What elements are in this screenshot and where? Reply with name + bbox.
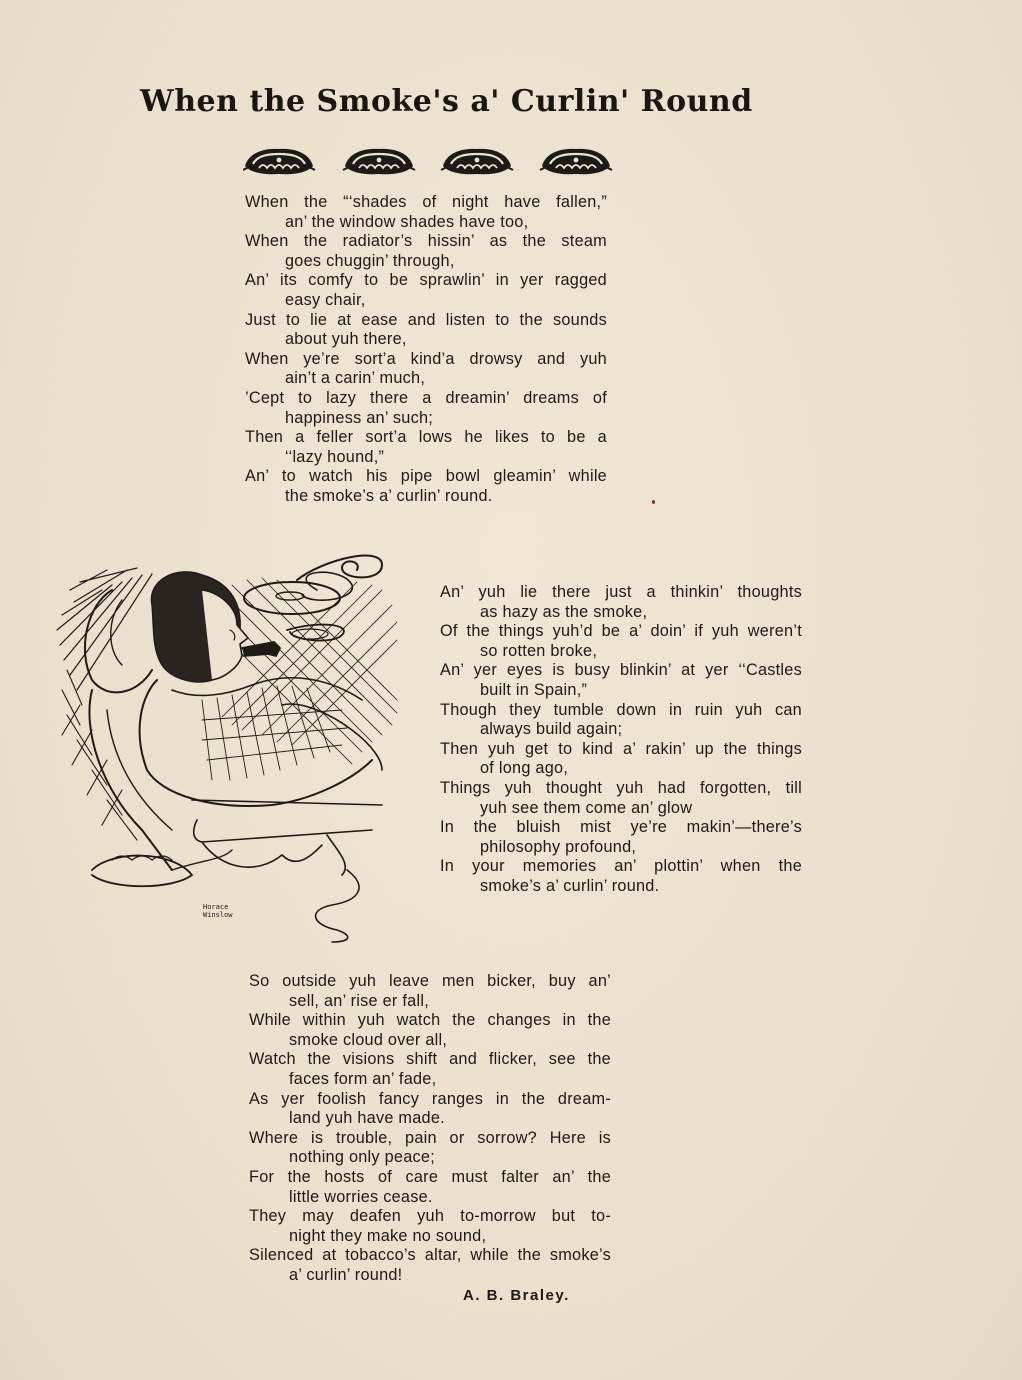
stanza-1	[245, 193, 607, 507]
verse-line: Watch the visions shift and flicker, see the	[249, 1050, 611, 1069]
verse-line: goes chuggin’ through,	[285, 251, 455, 270]
flower-ornament-icon	[243, 149, 315, 174]
verse-line: smoke cloud over all,	[289, 1030, 448, 1049]
verse-line: Silenced at tobacco’s altar, while the smoke’s	[249, 1246, 611, 1265]
verse-line: always build again;	[480, 720, 623, 739]
verse-line: Things yuh thought yuh had forgotten, till	[440, 778, 802, 797]
verse-line: An’ yuh lie there just a thinkin’ thoughts	[440, 583, 802, 601]
man-smoking-pipe-illustration	[52, 530, 412, 950]
verse-line: An’ yer eyes is busy blinkin’ at yer ‘‘Castles	[440, 661, 802, 680]
verse-line: happiness an’ such;	[285, 408, 434, 427]
verse-line: about yuh there,	[285, 330, 407, 349]
verse-line: Of the things yuh’d be a’ doin’ if yuh weren’t	[440, 622, 802, 641]
print-speck	[652, 500, 655, 504]
verse-line: An’ its comfy to be sprawlin’ in yer ragged	[245, 271, 607, 290]
verse-line: philosophy profound,	[480, 837, 637, 856]
illustrator-signature: Horace Winslow	[203, 903, 233, 919]
verse-line: as hazy as the smoke,	[480, 602, 648, 621]
verse-line: nothing only peace;	[289, 1148, 435, 1167]
verse-line: For the hosts of care must falter an’ the	[249, 1167, 611, 1186]
flower-ornament-icon	[343, 149, 415, 174]
flower-ornament-icon	[540, 149, 612, 174]
verse-line: an’ the window shades have too,	[285, 212, 529, 231]
ornament-row	[243, 140, 613, 180]
verse-line: So outside yuh leave men bicker, buy an’	[249, 972, 611, 990]
verse-line: When the “‘shades of night have fallen,”	[245, 193, 607, 211]
verse-line: Then yuh get to kind a’ rakin’ up the things	[440, 739, 802, 758]
verse-line: smoke’s a’ curlin’ round.	[480, 876, 660, 895]
verse-line: the smoke’s a’ curlin’ round.	[285, 486, 493, 505]
verse-line: They may deafen yuh to-morrow but to-	[249, 1207, 611, 1226]
verse-line: ‘‘lazy hound,”	[285, 447, 385, 466]
verse-line: An’ to watch his pipe bowl gleamin’ while	[245, 467, 607, 486]
verse-line: little worries cease.	[289, 1187, 433, 1206]
verse-line: built in Spain,”	[480, 680, 588, 699]
verse-line: easy chair,	[285, 290, 366, 309]
verse-line: of long ago,	[480, 759, 569, 778]
poem-title: When the Smoke's a' Curlin' Round	[140, 84, 753, 119]
verse-line: ain’t a carin’ much,	[285, 369, 426, 388]
verse-line: While within yuh watch the changes in the	[249, 1011, 611, 1030]
verse-line: so rotten broke,	[480, 641, 598, 660]
author-byline: A. B. Braley.	[463, 1287, 570, 1304]
verse-line: night they make no sound,	[289, 1226, 487, 1245]
verse-line: sell, an’ rise er fall,	[289, 991, 429, 1010]
verse-line: Where is trouble, pain or sorrow? Here is	[249, 1128, 611, 1147]
verse-line: a’ curlin’ round!	[289, 1265, 403, 1284]
verse-line: ’Cept to lazy there a dreamin’ dreams of	[245, 388, 607, 407]
verse-line: Then a feller sort’a lows he likes to be a	[245, 428, 607, 447]
verse-line: When the radiator’s hissin’ as the steam	[245, 232, 607, 251]
verse-line: faces form an’ fade,	[289, 1069, 437, 1088]
verse-line: In your memories an’ plottin’ when the	[440, 857, 802, 876]
verse-line: As yer foolish fancy ranges in the dream-	[249, 1089, 611, 1108]
verse-line: Just to lie at ease and listen to the sounds	[245, 310, 607, 329]
verse-line: When ye’re sort’a kind’a drowsy and yuh	[245, 349, 607, 368]
verse-line: land yuh have made.	[289, 1109, 445, 1128]
stanza-3	[249, 972, 611, 1286]
verse-line: In the bluish mist ye’re makin’—there’s	[440, 818, 802, 837]
verse-line: yuh see them come an’ glow	[480, 798, 693, 817]
flower-ornament-icon	[441, 149, 513, 174]
verse-line: Though they tumble down in ruin yuh can	[440, 700, 802, 719]
stanza-2	[440, 583, 802, 897]
